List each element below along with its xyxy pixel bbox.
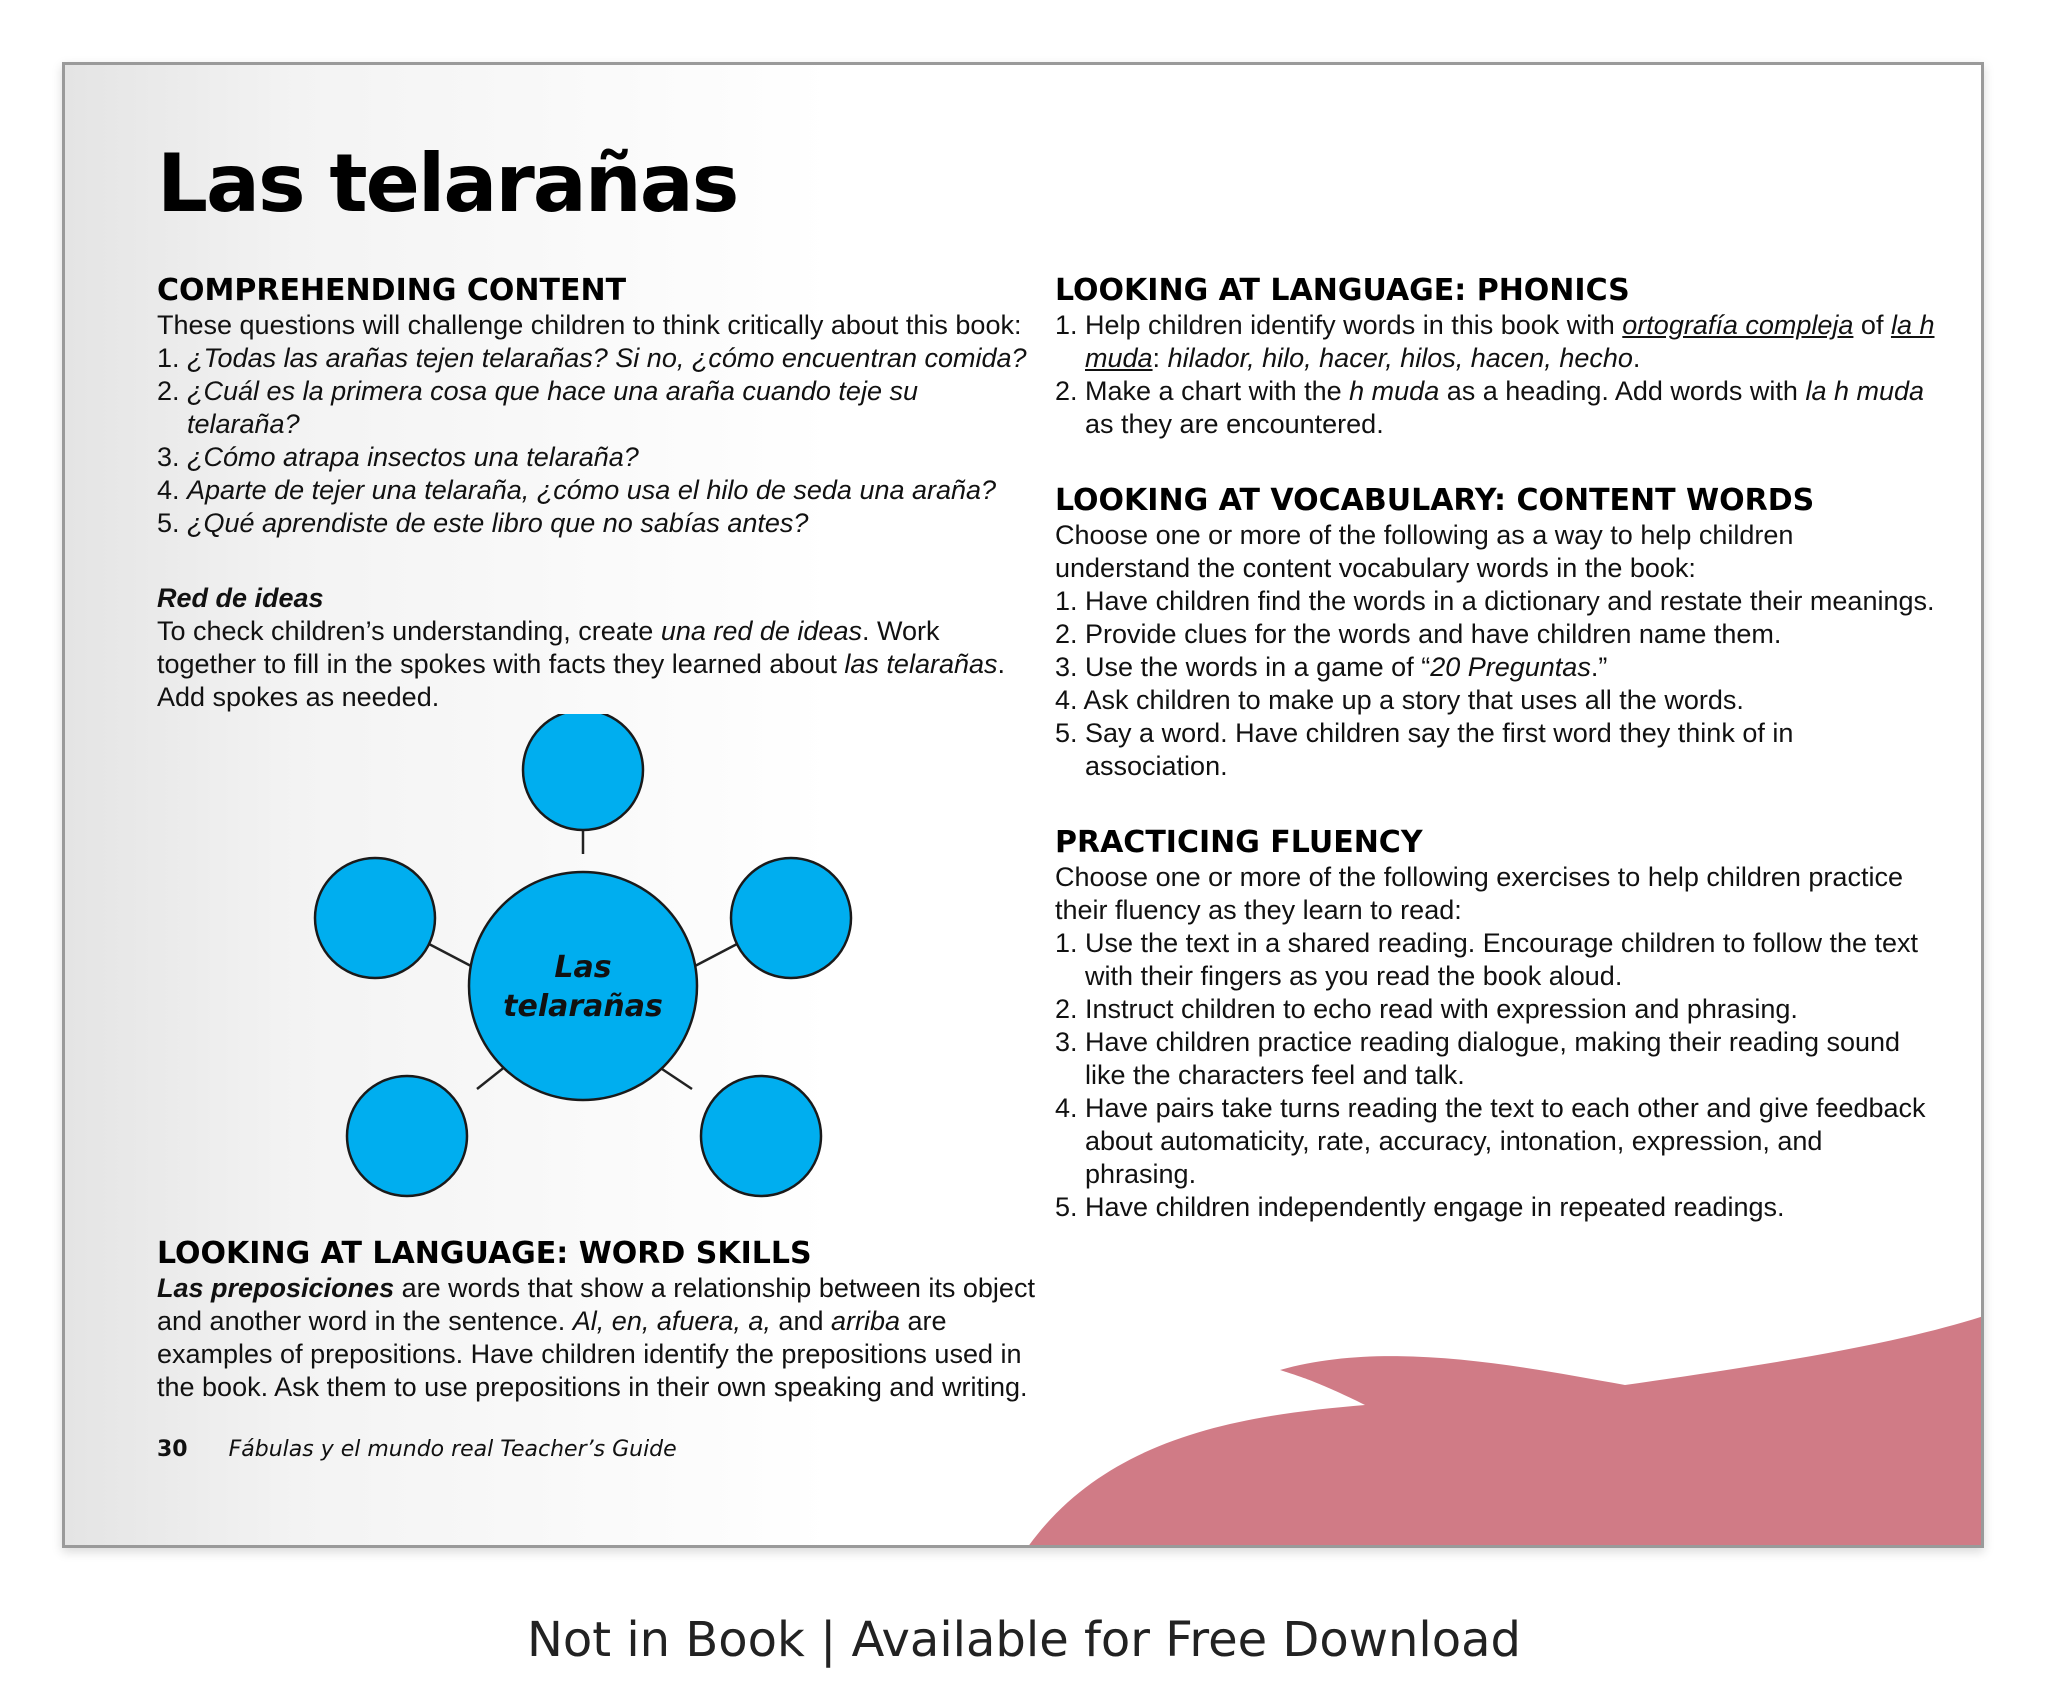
spoke-circle-bottom-left [347, 1076, 467, 1196]
spoke-circle-left [315, 858, 435, 978]
list-item: 2. Make a chart with the h muda as a heading. Add words with la h muda as they are encountered. [1055, 376, 1925, 439]
download-banner: Not in Book | Available for Free Download [526, 1612, 1521, 1668]
guide-title: Fábulas y el mundo real Teacher’s Guide [228, 1437, 677, 1462]
list-item: 4. Have pairs take turns reading the text to each other and give feedback about automaticity, rate, accuracy, intonation, expression, and phrasing. [1055, 1093, 1926, 1189]
list-item: 3. ¿Cómo atrapa insectos una telaraña? [157, 442, 639, 472]
red-de-ideas-text: To check children’s understanding, create una red de ideas. Work together to fill in the spokes with facts they learned about las telarañas. Add spokes as needed. [157, 616, 1006, 712]
list-item: 5. Say a word. Have children say the first word they think of in association. [1055, 718, 1794, 781]
page-title: Las telarañas [157, 137, 738, 230]
vocabulary-intro: Choose one or more of the following as a way to help children understand the content vocabulary words in the book: [1055, 520, 1794, 583]
center-circle [469, 872, 697, 1100]
center-label-line-2: telarañas [503, 989, 663, 1024]
list-item: 1. ¿Todas las arañas tejen telarañas? Si no, ¿cómo encuentran comida? [157, 343, 1027, 373]
list-item: 2. Provide clues for the words and have children name them. [1055, 619, 1782, 649]
fluency-list [1055, 927, 1935, 1224]
list-item: 4. Ask children to make up a story that uses all the words. [1055, 685, 1744, 715]
spoke-circle-bottom-right [701, 1076, 821, 1196]
page-footer [157, 1437, 677, 1462]
phonics-heading: LOOKING AT LANGUAGE: PHONICS [1055, 273, 1630, 308]
page-number: 30 [157, 1437, 188, 1462]
question-list [157, 342, 1037, 540]
list-item: 2. ¿Cuál es la primera cosa que hace una araña cuando teje su telaraña? [157, 376, 918, 439]
list-item: 3. Use the words in a game of “20 Preguntas.” [1055, 652, 1608, 682]
left-column [157, 273, 1037, 1404]
list-item: 5. Have children independently engage in repeated readings. [1055, 1192, 1785, 1222]
list-item: 1. Have children find the words in a dictionary and restate their meanings. [1055, 586, 1935, 616]
list-item: 4. Aparte de tejer una telaraña, ¿cómo usa el hilo de seda una araña? [157, 475, 997, 505]
comprehending-intro: These questions will challenge children to think critically about this book: [157, 310, 1022, 340]
list-item: 3. Have children practice reading dialogue, making their reading sound like the characters feel and talk. [1055, 1027, 1901, 1090]
spoke-circle-right [731, 858, 851, 978]
idea-web-container [157, 714, 1037, 1236]
red-de-ideas-subheading: Red de ideas [157, 583, 324, 613]
word-skills-heading: LOOKING AT LANGUAGE: WORD SKILLS [157, 1236, 812, 1271]
guide-page [62, 62, 1984, 1548]
comprehending-heading: COMPREHENDING CONTENT [157, 273, 627, 308]
list-item: 1. Use the text in a shared reading. Encourage children to follow the text with their fingers as you read the book aloud. [1055, 928, 1919, 991]
phonics-list [1055, 309, 1935, 441]
vocabulary-heading: LOOKING AT VOCABULARY: CONTENT WORDS [1055, 483, 1815, 518]
vocabulary-list [1055, 585, 1935, 783]
fluency-heading: PRACTICING FLUENCY [1055, 825, 1423, 860]
list-item: 2. Instruct children to echo read with expression and phrasing. [1055, 994, 1798, 1024]
idea-web-diagram [157, 714, 1037, 1236]
wave-shape [1025, 1315, 1984, 1548]
list-item: 1. Help children identify words in this book with ortografía compleja of la h muda: hilador, hilo, hacer, hilos, hacen, hecho. [1055, 310, 1935, 373]
right-column [1055, 273, 1935, 1224]
spoke-circle-top [523, 714, 643, 830]
list-item: 5. ¿Qué aprendiste de este libro que no sabías antes? [157, 508, 809, 538]
spoke-line [429, 944, 471, 966]
word-skills-text: Las preposiciones are words that show a relationship between its object and another word in the sentence. Al, en, afuera, a, and arriba are examples of prepositions. Have children identify the prepositions used in the book. Ask them to use prepositions in their own speaking and writing. [157, 1273, 1035, 1402]
fluency-intro: Choose one or more of the following exercises to help children practice their fluency as they learn to read: [1055, 862, 1903, 925]
spoke-line [695, 944, 737, 966]
center-label-line-1: Las [554, 950, 612, 985]
